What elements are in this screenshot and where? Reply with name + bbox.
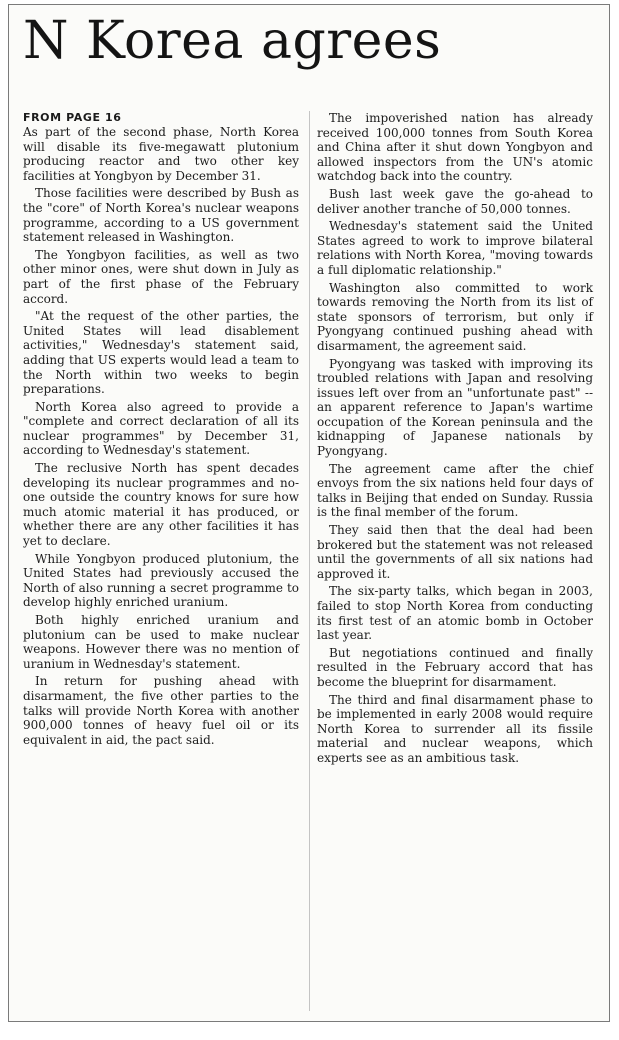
kicker: FROM PAGE 16 — [23, 111, 122, 124]
newspaper-clipping — [8, 4, 610, 1022]
right-column — [317, 111, 593, 769]
paragraph: While Yongbyon produced plutonium, the United States had previously accused the North of also running a secret programme to develop highly enriched uranium. — [23, 551, 299, 610]
paragraph: North Korea also agreed to provide a "complete and correct declaration of all its nuclear programmes" by December 31, according to Wednesday's statement. — [23, 399, 299, 458]
paragraph: Pyongyang was tasked with improving its troubled relations with Japan and resolving issues left over from an "unfortunate past" -- an apparent reference to Japan's wartime occupation of the Korean peninsula and the kidnapping of Japanese nationals by Pyongyang. — [317, 356, 593, 459]
paragraph: The reclusive North has spent decades developing its nuclear programmes and no-one outside the country knows for sure how much atomic material it has produced, or whether there are any other facilities it has yet to declare. — [23, 461, 299, 549]
paragraph: The Yongbyon facilities, as well as two other minor ones, were shut down in July as part of the first phase of the February accord. — [23, 247, 299, 306]
left-column — [23, 111, 299, 750]
paragraph: Wednesday's statement said the United States agreed to work to improve bilateral relations with North Korea, "moving towards a full diplomatic relationship." — [317, 219, 593, 277]
paragraph: But negotiations continued and finally resulted in the February accord that has become the blueprint for disarmament. — [317, 645, 593, 689]
paragraph: The agreement came after the chief envoys from the six nations held four days of talks in Beijing that ended on Sunday. Russia is the final member of the forum. — [317, 461, 593, 520]
paragraph: Washington also committed to work towards removing the North from its list of state sponsors of terrorism, but only if Pyongyang continued pushing ahead with disarmament, the agreement said. — [317, 280, 593, 353]
paragraph: Bush last week gave the go-ahead to deliver another tranche of 50,000 tonnes. — [317, 186, 593, 216]
paragraph: Those facilities were described by Bush as the "core" of North Korea's nuclear weapons programme, according to a US government statement released in Washington. — [23, 186, 299, 245]
paragraph: In return for pushing ahead with disarmament, the five other parties to the talks will provide North Korea with another 900,000 tonnes of heavy fuel oil or its equivalent in aid, the pact said. — [23, 674, 299, 747]
column-divider — [309, 111, 310, 1011]
paragraph: The six-party talks, which began in 2003, failed to stop North Korea from conducting its first test of an atomic bomb in October last year. — [317, 584, 593, 643]
paragraph: "At the request of the other parties, the United States will lead disablement activities," Wednesday's statement said, adding that US experts would lead a team to the North within two weeks to begin preparations. — [23, 309, 299, 397]
headline: N Korea agrees — [23, 11, 442, 71]
paragraph: As part of the second phase, North Korea will disable its five-megawatt plutonium producing reactor and two other key facilities at Yongbyon by December 31. — [23, 125, 299, 183]
paragraph: The impoverished nation has already received 100,000 tonnes from South Korea and China after it shut down Yongbyon and allowed inspectors from the UN's atomic watchdog back into the country. — [317, 111, 593, 184]
paragraph: They said then that the deal had been brokered but the statement was not released until the governments of all six nations had approved it. — [317, 523, 593, 581]
paragraph: Both highly enriched uranium and plutonium can be used to make nuclear weapons. However there was no mention of uranium in Wednesday's statement. — [23, 613, 299, 671]
paragraph: The third and final disarmament phase to be implemented in early 2008 would require North Korea to surrender all its fissile material and nuclear weapons, which experts see as an ambitious task. — [317, 692, 593, 765]
